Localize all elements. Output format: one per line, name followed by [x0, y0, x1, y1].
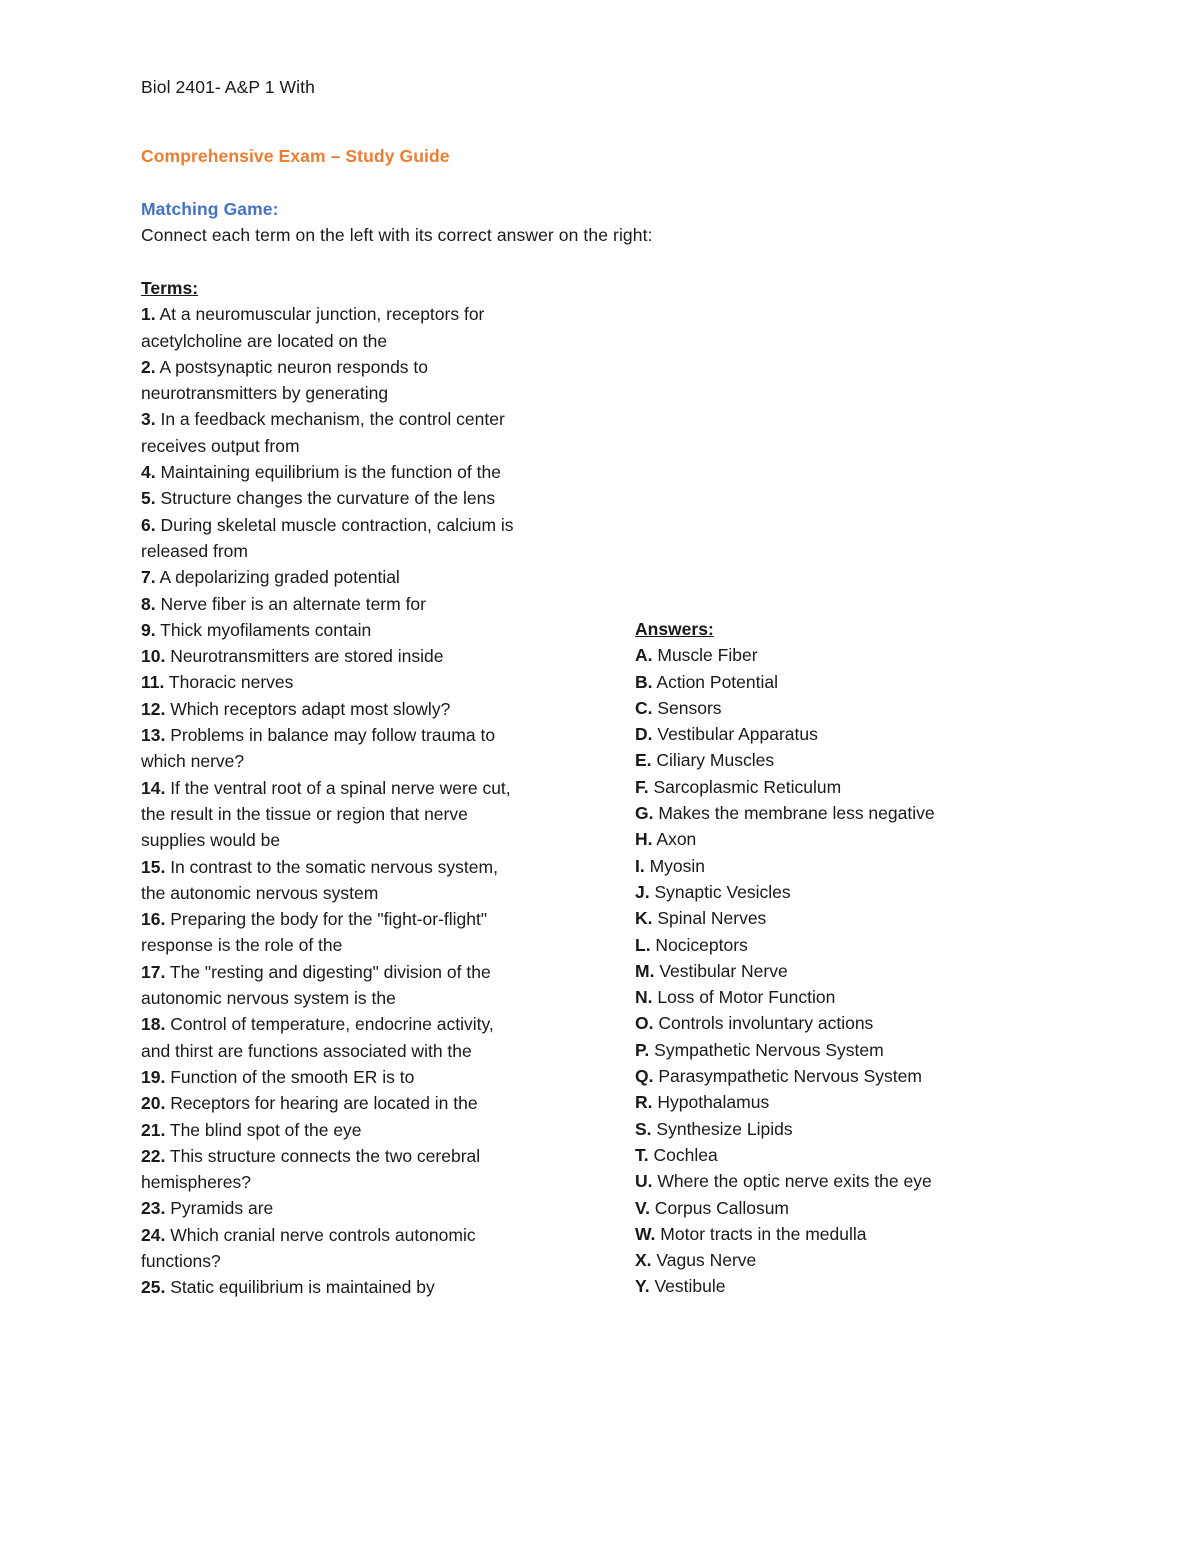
term-line-text: which nerve?: [141, 751, 245, 772]
term-line-number: 20.: [141, 1093, 166, 1114]
answer-line-number: P.: [635, 1039, 650, 1060]
answer-line: [635, 1116, 1055, 1142]
answer-line: [635, 1221, 1055, 1247]
term-line: [141, 906, 581, 932]
term-line-text: At a neuromuscular junction, receptors for: [155, 304, 485, 325]
answer-line-text: Synaptic Vesicles: [649, 881, 791, 902]
term-line-text: In a feedback mechanism, the control center: [155, 409, 505, 430]
term-line-text: acetylcholine are located on the: [141, 330, 388, 351]
term-line-text: Which cranial nerve controls autonomic: [165, 1224, 476, 1245]
answer-line: [635, 826, 1055, 852]
term-line: [141, 617, 581, 643]
answer-line-text: Cochlea: [648, 1144, 718, 1165]
term-line: [141, 669, 581, 695]
answer-line-number: F.: [635, 776, 649, 797]
term-line: [141, 748, 581, 774]
term-line-text: and thirst are functions associated with the: [141, 1040, 472, 1061]
term-line: [141, 801, 581, 827]
answer-line-number: L.: [635, 934, 651, 955]
term-line-text: Structure changes the curvature of the lens: [155, 488, 496, 509]
answer-line-number: C.: [635, 697, 653, 718]
term-line-text: functions?: [141, 1250, 221, 1271]
answer-line-text: Where the optic nerve exits the eye: [652, 1171, 932, 1192]
term-line: [141, 1117, 581, 1143]
answer-line: [635, 1195, 1055, 1221]
answer-line-number: B.: [635, 671, 653, 692]
answer-line-number: O.: [635, 1013, 654, 1034]
term-line-number: 3.: [141, 409, 156, 430]
answer-line: [635, 669, 1055, 695]
term-line-number: 6.: [141, 514, 156, 535]
term-line-number: 21.: [141, 1119, 166, 1140]
answer-line-text: Controls involuntary actions: [653, 1013, 874, 1034]
term-line: [141, 932, 581, 958]
term-line: [141, 1090, 581, 1116]
term-line: [141, 696, 581, 722]
term-line-text: Receptors for hearing are located in the: [165, 1093, 478, 1114]
term-line-text: A depolarizing graded potential: [155, 567, 400, 588]
answer-line-number: E.: [635, 750, 652, 771]
term-line-number: 11.: [141, 672, 165, 693]
term-line-number: 9.: [141, 619, 156, 640]
term-line-text: Neurotransmitters are stored inside: [165, 646, 444, 667]
term-line: [141, 1195, 581, 1221]
answer-line-number: Q.: [635, 1066, 654, 1087]
term-line: [141, 1143, 581, 1169]
term-line: [141, 959, 581, 985]
answer-line-number: J.: [635, 881, 650, 902]
answer-line: [635, 747, 1055, 773]
term-line: [141, 1011, 581, 1037]
term-line: [141, 854, 581, 880]
answer-line: [635, 932, 1055, 958]
answer-line-text: Vestibule: [649, 1276, 726, 1297]
answer-line: [635, 958, 1055, 984]
term-line-text: The "resting and digesting" division of the: [165, 961, 491, 982]
term-line: [141, 1222, 581, 1248]
answer-line-number: X.: [635, 1250, 652, 1271]
term-line-number: 4.: [141, 462, 156, 483]
term-line-number: 12.: [141, 698, 166, 719]
term-line: [141, 328, 581, 354]
term-line: [141, 459, 581, 485]
term-line: [141, 433, 581, 459]
answer-line: [635, 642, 1055, 668]
answer-line-text: Sarcoplasmic Reticulum: [648, 776, 842, 797]
terms-list: [141, 301, 581, 1300]
term-line-text: During skeletal muscle contraction, calcium is: [155, 514, 514, 535]
answer-line-number: W.: [635, 1223, 656, 1244]
answer-line: [635, 853, 1055, 879]
term-line: [141, 1248, 581, 1274]
term-line-text: Thick myofilaments contain: [155, 619, 372, 640]
answer-line-text: Ciliary Muscles: [651, 750, 775, 771]
term-line-text: In contrast to the somatic nervous system,: [165, 856, 498, 877]
term-line: [141, 512, 581, 538]
instructions-text: Connect each term on the left with its correct answer on the right:: [141, 225, 653, 245]
term-line-text: Preparing the body for the "fight-or-flight": [165, 909, 488, 930]
page-title: Comprehensive Exam – Study Guide: [141, 146, 450, 166]
answer-line: [635, 1063, 1055, 1089]
answer-line: [635, 1089, 1055, 1115]
term-line-text: hemispheres?: [141, 1172, 251, 1193]
term-line-number: 23.: [141, 1198, 166, 1219]
answer-line-text: Loss of Motor Function: [652, 987, 836, 1008]
answer-line-text: Sympathetic Nervous System: [649, 1039, 884, 1060]
term-line-number: 13.: [141, 725, 166, 746]
term-line: [141, 643, 581, 669]
term-line-number: 19.: [141, 1066, 166, 1087]
answer-line-text: Synthesize Lipids: [651, 1118, 793, 1139]
term-line-number: 10.: [141, 646, 166, 667]
answer-line-text: Nociceptors: [650, 934, 748, 955]
terms-heading: Terms:: [141, 278, 199, 298]
answer-line-text: Parasympathetic Nervous System: [653, 1066, 922, 1087]
term-line-number: 5.: [141, 488, 156, 509]
terms-column: [141, 275, 581, 1301]
answer-line-number: A.: [635, 645, 653, 666]
term-line: [141, 591, 581, 617]
answer-line-number: D.: [635, 724, 653, 745]
answer-line-number: Y.: [635, 1276, 650, 1297]
term-line-number: 25.: [141, 1277, 166, 1298]
term-line-text: released from: [141, 540, 248, 561]
term-line: [141, 380, 581, 406]
answer-line: [635, 1010, 1055, 1036]
answer-line: [635, 1142, 1055, 1168]
term-line-text: Thoracic nerves: [164, 672, 294, 693]
answer-line-text: Makes the membrane less negative: [653, 803, 935, 824]
answer-line-number: R.: [635, 1092, 653, 1113]
term-line: [141, 485, 581, 511]
term-line-number: 14.: [141, 777, 166, 798]
answer-line: [635, 721, 1055, 747]
answer-line: [635, 879, 1055, 905]
term-line-number: 18.: [141, 1014, 166, 1035]
answer-line-text: Hypothalamus: [652, 1092, 770, 1113]
term-line-number: 17.: [141, 961, 166, 982]
term-line-text: receives output from: [141, 435, 300, 456]
term-line-text: Which receptors adapt most slowly?: [165, 698, 451, 719]
term-line: [141, 775, 581, 801]
answers-column: [635, 616, 1055, 1300]
answer-line-number: V.: [635, 1197, 650, 1218]
term-line-text: Nerve fiber is an alternate term for: [155, 593, 426, 614]
answer-line: [635, 1247, 1055, 1273]
term-line: [141, 1274, 581, 1300]
term-line: [141, 564, 581, 590]
answer-line-number: G.: [635, 803, 654, 824]
answer-line-number: S.: [635, 1118, 652, 1139]
term-line-text: the result in the tissue or region that nerve: [141, 803, 468, 824]
term-line: [141, 354, 581, 380]
answer-line-number: U.: [635, 1171, 653, 1192]
term-line-number: 7.: [141, 567, 156, 588]
section-subtitle: Matching Game:: [141, 199, 279, 219]
answer-line: [635, 905, 1055, 931]
answer-line-text: Axon: [652, 829, 697, 850]
term-line-text: Function of the smooth ER is to: [165, 1066, 415, 1087]
answer-line-number: H.: [635, 829, 653, 850]
answer-line: [635, 984, 1055, 1010]
term-line: [141, 985, 581, 1011]
term-line-text: response is the role of the: [141, 935, 343, 956]
term-line-text: Pyramids are: [165, 1198, 274, 1219]
term-line-text: Static equilibrium is maintained by: [165, 1277, 435, 1298]
term-line-text: If the ventral root of a spinal nerve were cut,: [165, 777, 511, 798]
answers-list: [635, 642, 1055, 1299]
term-line-text: autonomic nervous system is the: [141, 988, 396, 1009]
answer-line-text: Spinal Nerves: [652, 908, 767, 929]
answer-line-text: Myosin: [644, 855, 706, 876]
term-line: [141, 880, 581, 906]
term-line: [141, 1064, 581, 1090]
term-line-number: 16.: [141, 909, 166, 930]
term-line: [141, 301, 581, 327]
answer-line-text: Vestibular Nerve: [654, 960, 788, 981]
term-line-text: Maintaining equilibrium is the function of the: [155, 462, 501, 483]
answer-line-text: Vestibular Apparatus: [652, 724, 818, 745]
answer-line: [635, 1168, 1055, 1194]
term-line-text: supplies would be: [141, 830, 281, 851]
term-line-text: neurotransmitters by generating: [141, 383, 389, 404]
answer-line-text: Motor tracts in the medulla: [655, 1223, 867, 1244]
answer-line-text: Action Potential: [652, 671, 778, 692]
answer-line-text: Sensors: [652, 697, 722, 718]
term-line-number: 8.: [141, 593, 156, 614]
term-line-text: the autonomic nervous system: [141, 882, 379, 903]
term-line: [141, 538, 581, 564]
term-line-number: 24.: [141, 1224, 166, 1245]
term-line-number: 22.: [141, 1145, 166, 1166]
answer-line-number: I.: [635, 855, 645, 876]
answer-line-number: T.: [635, 1144, 649, 1165]
term-line-number: 1.: [141, 304, 156, 325]
course-header: Biol 2401- A&P 1 With: [141, 77, 315, 97]
term-line-text: Problems in balance may follow trauma to: [165, 725, 496, 746]
answer-line-number: M.: [635, 960, 655, 981]
answer-line-text: Muscle Fiber: [652, 645, 758, 666]
term-line: [141, 827, 581, 853]
term-line-number: 2.: [141, 356, 156, 377]
term-line-text: The blind spot of the eye: [165, 1119, 362, 1140]
answer-line-number: N.: [635, 987, 653, 1008]
term-line-text: This structure connects the two cerebral: [165, 1145, 481, 1166]
term-line: [141, 722, 581, 748]
answer-line: [635, 800, 1055, 826]
answer-line: [635, 1273, 1055, 1299]
answers-heading: Answers:: [635, 619, 714, 639]
term-line: [141, 1038, 581, 1064]
term-line-text: Control of temperature, endocrine activity,: [165, 1014, 494, 1035]
answer-line: [635, 1037, 1055, 1063]
answer-line-text: Corpus Callosum: [649, 1197, 790, 1218]
term-line-number: 15.: [141, 856, 166, 877]
term-line-text: A postsynaptic neuron responds to: [155, 356, 429, 377]
term-line: [141, 1169, 581, 1195]
answer-line: [635, 695, 1055, 721]
answer-line-number: K.: [635, 908, 653, 929]
answer-line: [635, 774, 1055, 800]
term-line: [141, 406, 581, 432]
answer-line-text: Vagus Nerve: [651, 1250, 757, 1271]
